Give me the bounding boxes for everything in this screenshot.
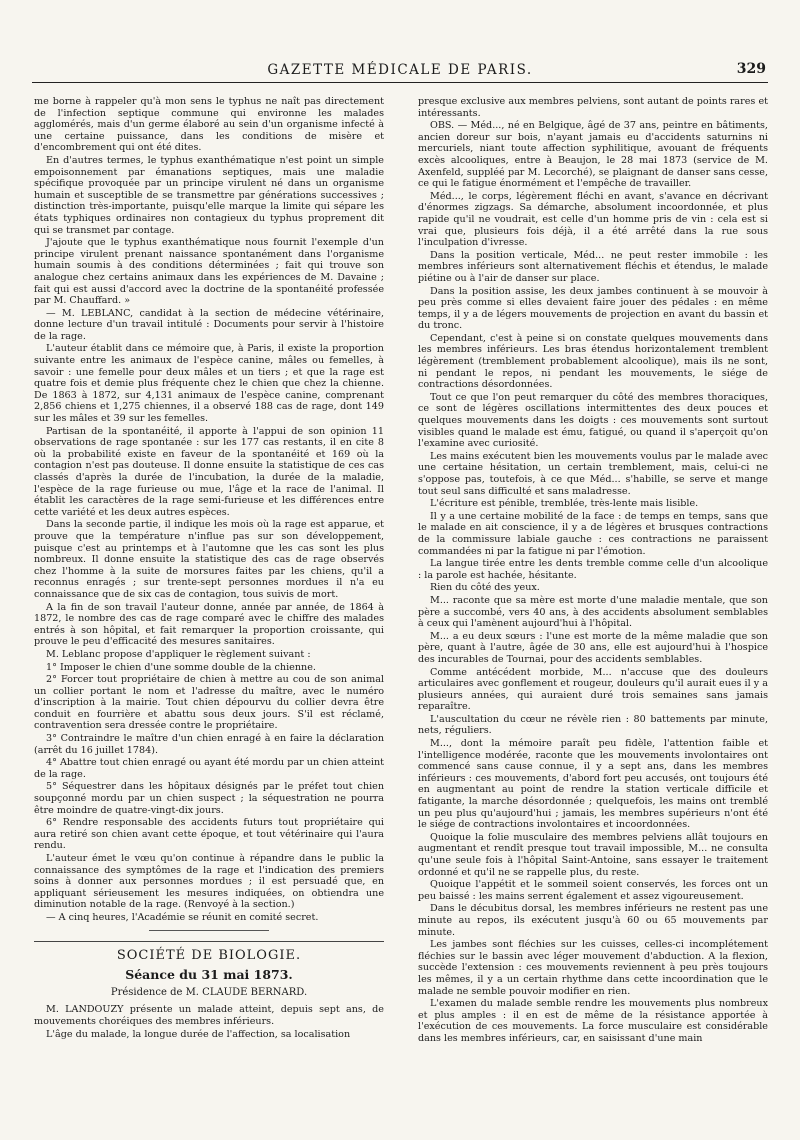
paragraph: Cependant, c'est à peine si on constate quelques mouvements dans les membres inférieurs. Les bras étendus horizontalement tremblent légèrement (tremblement probablement alcoolique), mais ils ne sont, ni pendant le repos, ni pendant les mouvements, le siége de contractions désordonnées. [418,332,768,391]
paragraph: Dans le décubitus dorsal, les membres inférieurs ne restent pas une minute au repos, ils exécutent jusqu'à 60 ou 65 mouvements par minute. [418,903,768,938]
paragraph: 5° Séquestrer dans les hôpitaux désignés par le préfet tout chien soupçonné mordu par un chien suspect ; la séquestration ne pourra être moindre de quatre-vingt-dix jours. [34,781,384,816]
paragraph: Rien du côté des yeux. [430,582,540,594]
journal-title: GAZETTE MÉDICALE DE PARIS. [267,62,533,78]
left-paragraphs [34,96,384,924]
paragraph: 2° Forcer tout propriétaire de chien à mettre au cou de son animal un collier portant le nom et l'adresse du maître, avec le numéro d'inscription à la mairie. Tout chien dépourvu du collier devra être conduit en fourrière et abattu sous deux jours. S'il est réclamé, contravention sera dressée contre le propriétaire. [34,674,384,732]
paragraph: Comme antécédent morbide, M... n'accuse que des douleurs articulaires avec gonflement et rougeur, douleurs qu'il aurait eues il y a plusieurs années, qui auraient duré trois semaines sans jamais reparaître. [418,666,768,713]
paragraph: L'auteur établit dans ce mémoire que, à Paris, il existe la proportion suivante entre les animaux de l'espèce canine, mâles ou femelles, à savoir : une femelle pour deux mâles et un tiers ; et que la rage est quatre fois et demie plus fréquente chez le chien que chez la chienne. De 1863 à 1872, sur 4,131 animaux de l'espèce canine, comprenant 2,856 chiens et 1,275 chiennes, il a observé 188 cas de rage, dont 149 sur les mâles et 39 sur les femelles. [34,343,384,425]
paragraph: M. LANDOUZY présente un malade atteint, depuis sept ans, de mouvements choréiques des membres inférieurs. [34,1004,384,1027]
paragraph: En d'autres termes, le typhus exanthématique n'est point un simple empoisonnement par émanations septiques, mais une maladie spécifique provoquée par un principe virulent né dans un organisme humain et susceptible de se transmettre par générations successives ; distinction très-importante, puisqu'elle marque la limite qui sépare les états typhiques ordinaires non contagieux du typhus proprement dit qui se transmet par contage. [34,154,384,236]
paragraph: Tout ce que l'on peut remarquer du côté des membres thoraciques, ce sont de légères oscillations intermittentes des deux pouces et quelques mouvements dans les doigts : ces mouvements sont surtout visibles quand le malade est ému, fatigué, ou quand il s'aperçoit qu'on l'examine avec curiosité. [418,391,768,450]
paragraph: M... raconte que sa mère est morte d'une maladie mentale, que son père a succombé, vers 40 ans, à des accidents absolument semblables à ceux qui l'amènent aujourd'hui à l'hôpital. [418,594,768,630]
paragraph: — M. LEBLANC, candidat à la section de médecine vétérinaire, donne lecture d'un travail intitulé : Documents pour servir à l'histoire de la rage. [34,307,384,342]
right-column [418,96,768,1131]
paragraph: Les mains exécutent bien les mouvements voulus par le malade avec une certaine hésitation, un certain tremblement, mais, celui-ci ne s'oppose pas, toutefois, à ce que Méd... s'habille, se serve et mange tout seul sans difficulté et sans maladresse. [418,450,768,497]
paragraph: L'âge du malade, la longue durée de l'affection, sa localisation [46,1028,351,1040]
paragraph: L'écriture est pénible, tremblée, très-lente mais lisible. [430,498,699,510]
paragraph: Les jambes sont fléchies sur les cuisses, celles-ci incomplétement fléchies sur le bassin avec léger mouvement d'abduction. A la flexion, succède l'extension : ces mouvements reviennent à peu près toujours les mêmes, il y a un certain rhythme dans cette incoordination que le malade ne semble pouvoir modifier en rien. [418,939,768,997]
paragraph: Dans la seconde partie, il indique les mois où la rage est apparue, et prouve que la température n'influe pas sur son développement, puisque c'est au printemps et à l'automne que les cas sont les plus nombreux. Il donne ensuite la statistique des cas de rage observés chez l'homme à la suite de morsures faites par les chiens, qu'il a reconnus enragés ; sur trente-sept personnes mordues il n'a eu connaissance que de six cas de contagion, tous suivis de mort. [34,519,384,600]
paragraph: Dans la position assise, les deux jambes continuent à se mouvoir à peu près comme si elles devaient faire jouer des pédales : en même temps, il y a de légers mouvements de projection en avant du bassin et du tronc. [418,285,768,332]
paragraph: 3° Contraindre le maître d'un chien enragé à en faire la déclaration (arrêt du 16 juillet 1784). [34,733,384,756]
paragraph: Il y a une certaine mobilité de la face : de temps en temps, sans que le malade en ait conscience, il y a de légères et brusques contractions de la commissure labiale gauche : ces contractions ne paraissent commandées ni par la fatigue ni par l'émotion. [418,510,768,557]
paragraph: 1° Imposer le chien d'une somme double de la chienne. [46,661,316,673]
separator-rule [149,930,269,931]
paragraph: La langue tirée entre les dents tremble comme celle d'un alcoolique : la parole est hachée, hésitante. [418,558,768,581]
right-paragraphs [418,96,768,1045]
paragraph: M..., dont la mémoire paraît peu fidèle, l'attention faible et l'intelligence modérée, raconte que les mouvements involontaires ont commencé sans cause connue, il y a sept ans, dans les membres inférieurs : ces mouvements, d'abord fort peu accusés, ont toujours été en augmentant au point de rendre la station verticale difficile et fatigante, la marche désordonnée ; quelquefois, les mains ont tremblé un peu plus qu'aujourd'hui ; jamais, les membres supérieurs n'ont été le siége de contractions involontaires et incoordonnées. [418,738,768,831]
paragraph: L'examen du malade semble rendre les mouvements plus nombreux et plus amples : il en est de même de la résistance apportée à l'exécution de ces mouvements. La force musculaire est considérable dans les membres inférieurs, car, en saisissant d'une main [418,998,768,1044]
page-number: 329 [736,61,766,77]
left-end-paragraphs [34,1004,384,1040]
paragraph: L'auteur émet le vœu qu'on continue à répandre dans le public la connaissance des symptômes de la rage et l'indication des premiers soins à donner aux personnes mordues ; il est persuadé que, en appliquant sérieusement les mesures indiquées, on obtiendra une diminution notable de la rage. (Renvoyé à la section.) [34,853,384,911]
paragraph: Dans la position verticale, Méd... ne peut rester immobile : les membres inférieurs sont alternativement fléchis et étendus, le malade piétine ou à l'air de danser sur place. [418,249,768,284]
paragraph: M... a eu deux sœurs : l'une est morte de la même maladie que son père, quant à l'autre, âgée de 30 ans, elle est aujourd'hui à l'hospice des incurables de Tournai, pour des accidents semblables. [418,630,768,665]
paragraph: Quoique la folie musculaire des membres pelviens allât toujours en augmentant et rendît presque tout travail impossible, M... ne consulta qu'une seule fois à l'hôpital Saint-Antoine, sans essayer le traitement ordonné et qu'il ne se rappelle plus, du reste. [418,831,768,878]
paragraph: Quoique l'appétit et le sommeil soient conservés, les forces ont un peu baissé : les mains serrent également et assez vigoureusement. [418,879,768,902]
page-header [32,62,768,83]
seance-date: Séance du 31 mai 1873. [125,967,293,983]
paragraph: OBS. — Méd..., né en Belgique, âgé de 37 ans, peintre en bâtiments, ancien doreur sur bois, n'ayant jamais eu d'accidents saturnins ni mercuriels, niant toute affection syphilitique, avouant de fréquents excès alcooliques, entre à Beaujon, le 28 mai 1873 (service de M. Axenfeld, suppléé par M. Lecorché), se plaignant de danser sans cesse, ce qui le fatigue énormément et l'empêche de travailler. [418,120,768,190]
left-column [34,96,384,1131]
paragraph: Méd..., le corps, légèrement fléchi en avant, s'avance en décrivant d'énormes zigzags. Sa démarche, absolument incoordonnée, et plus rapide qu'il ne voudrait, est celle d'un homme pris de vin : cela est si vrai que, plusieurs fois déjà, il a été arrêté dans la rue sous l'inculpation d'ivresse. [418,190,768,249]
paragraph: L'auscultation du cœur ne révèle rien : 80 battements par minute, nets, réguliers. [418,713,768,737]
paragraph: Partisan de la spontanéité, il apporte à l'appui de son opinion 11 observations de rage spontanée : sur les 177 cas restants, il en cite 8 où la probabilité existe en faveur de la spontanéité et 169 où la contagion n'est pas douteuse. Il donne ensuite la statistique de ces cas classés d'après la durée de l'incubation, la durée de la maladie, l'espèce de la rage furieuse ou mue, l'âge et la race de l'animal. Il établit les caractères de la rage semi-furieuse et les différences entre cette variété et les deux autres espèces. [34,425,384,518]
section-title: SOCIÉTÉ DE BIOLOGIE. [34,941,384,962]
presidence-line: Présidence de M. CLAUDE BERNARD. [110,986,308,998]
paragraph: M. Leblanc propose d'appliquer le règlement suivant : [46,648,311,660]
paragraph: 6° Rendre responsable des accidents futurs tout propriétaire qui aura retiré son chien avant cette époque, et tout vétérinaire qui l'aura rendu. [34,817,384,852]
paragraph: presque exclusive aux membres pelviens, sont autant de points rares et intéressants. [418,96,768,119]
paragraph: J'ajoute que le typhus exanthématique nous fournit l'exemple d'un principe virulent prenant naissance spontanément dans l'organisme humain soumis à des conditions déterminées ; fait qui trouve son analogue chez certains animaux dans les expériences de M. Davaine ; fait qui est aussi d'accord avec la doctrine de la spontanéité professée par M. Chauffard. » [34,237,384,307]
paragraph: me borne à rappeler qu'à mon sens le typhus ne naît pas directement de l'infection septique commune qui environne les malades agglomérés, mais d'un germe élaboré au sein d'un organisme infecté à une certaine puissance, dans les conditions de misère et d'encombrement qui ont été dites. [34,96,384,154]
paragraph: A la fin de son travail l'auteur donne, année par année, de 1864 à 1872, le nombre des cas de rage comparé avec le chiffre des malades entrés à son hôpital, et fait remarquer la proportion croissante, qui prouve le peu d'efficacité des mesures sanitaires. [34,601,384,648]
paragraph: — A cinq heures, l'Académie se réunit en comité secret. [46,911,319,923]
paragraph: 4° Abattre tout chien enragé ou ayant été mordu par un chien atteint de la rage. [34,757,384,780]
